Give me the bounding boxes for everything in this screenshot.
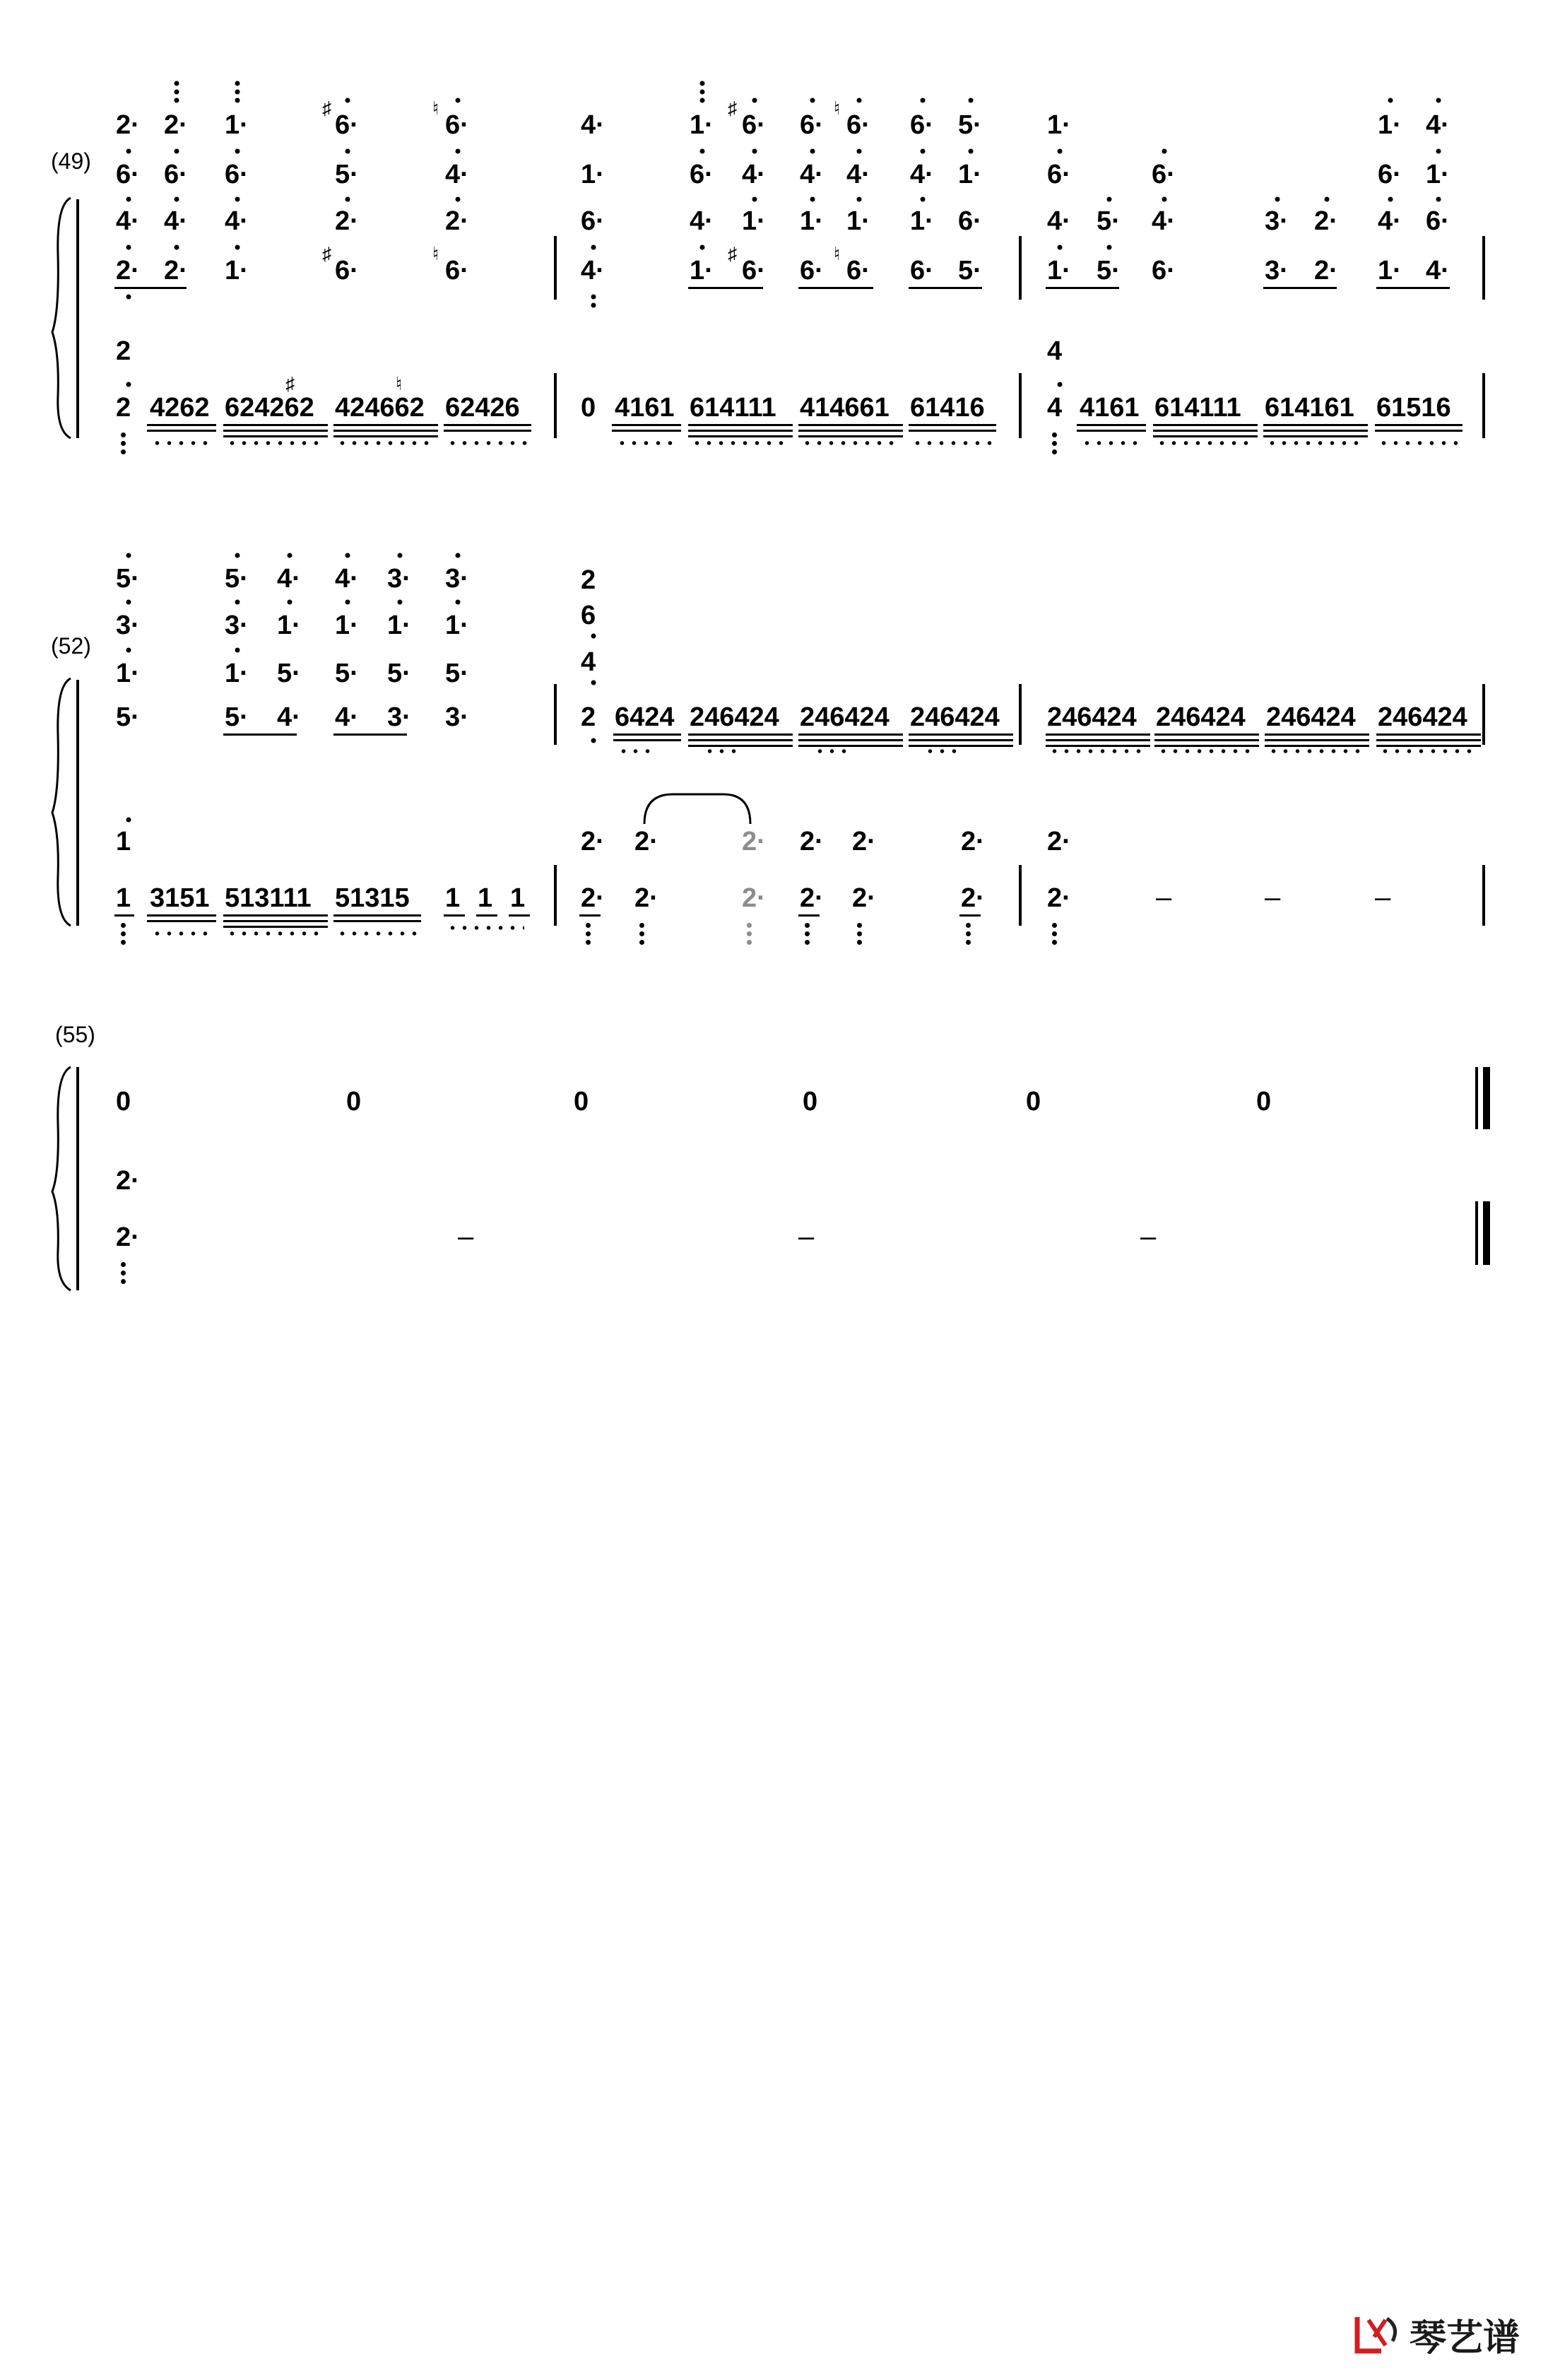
natural-icon: ♮ <box>432 243 439 264</box>
sharp-icon: ♯ <box>285 373 295 394</box>
note: 6· <box>445 110 469 140</box>
note: 5· <box>225 564 249 594</box>
note-group: 614111 <box>690 393 776 423</box>
note: 3· <box>387 702 411 732</box>
rest: 0 <box>574 1087 589 1117</box>
note-group: 2· <box>581 883 605 913</box>
rest: 0 <box>346 1087 362 1117</box>
chord-top: 4 <box>1047 336 1063 366</box>
note-group: 2· <box>742 883 766 913</box>
note: 4· <box>116 206 140 236</box>
chord-top: 1 <box>116 827 131 856</box>
note-group: 246424 <box>1047 702 1137 732</box>
note-group: 61516 <box>1376 393 1451 423</box>
note: 4· <box>742 160 766 189</box>
note: 1· <box>1047 256 1071 285</box>
note: 4· <box>335 564 359 594</box>
note: 4· <box>690 206 714 236</box>
note: 1· <box>1426 160 1450 189</box>
hold-dash: – <box>1375 882 1391 913</box>
brace <box>52 678 71 926</box>
note: 3· <box>116 611 140 640</box>
note: 6· <box>846 110 870 140</box>
chord-top: 2 <box>116 336 131 366</box>
note-group: 2· <box>634 883 658 913</box>
note: 2· <box>445 206 469 236</box>
note: 6· <box>1378 160 1402 189</box>
chord-top: 2· <box>961 827 985 856</box>
note: 1· <box>910 206 934 236</box>
measure-number: (55) <box>55 1022 95 1047</box>
note: 5· <box>958 256 982 285</box>
hold-dash: – <box>798 1221 815 1252</box>
note-group: 3151 <box>150 883 210 913</box>
note-group: 624262 <box>225 393 314 423</box>
note: 5· <box>116 702 140 732</box>
note: 3· <box>1265 206 1289 236</box>
note: 4· <box>1426 256 1450 285</box>
note-group: 614161 <box>1265 393 1354 423</box>
chord-top: 2· <box>852 827 876 856</box>
natural-icon: ♮ <box>834 243 841 264</box>
note-group: 2 <box>581 702 596 732</box>
note: 2· <box>164 110 188 140</box>
note: 4· <box>846 160 870 189</box>
note-group: 1 <box>510 883 526 913</box>
note: 1· <box>1378 256 1402 285</box>
note: 4· <box>164 206 188 236</box>
note: 6· <box>742 110 766 140</box>
note: 6· <box>581 206 605 236</box>
note: 1· <box>277 611 301 640</box>
note: 3· <box>445 564 469 594</box>
note-group: 4262 <box>150 393 210 423</box>
octave-dots-high <box>126 81 1441 387</box>
note: 2· <box>116 1223 140 1252</box>
rest: 0 <box>1026 1087 1041 1117</box>
note-group: 246424 <box>690 702 779 732</box>
note-group: 6424 <box>615 702 675 732</box>
note: 5· <box>445 659 469 688</box>
note-group: 4161 <box>615 393 675 423</box>
note: 1· <box>800 206 824 236</box>
note-group: 246424 <box>1156 702 1246 732</box>
note: 1· <box>445 611 469 640</box>
note: 5· <box>387 659 411 688</box>
note-group: 61416 <box>910 393 985 423</box>
note-group: 246424 <box>910 702 1000 732</box>
chord-note: 4 <box>581 647 596 677</box>
note: 6· <box>958 206 982 236</box>
tie <box>644 794 750 824</box>
chord-note: 2 <box>581 565 596 595</box>
note-group: 246424 <box>1378 702 1467 732</box>
rest: 0 <box>803 1087 818 1117</box>
measure-number: (52) <box>51 633 91 659</box>
brace <box>52 1067 71 1290</box>
note: 1· <box>1047 110 1071 140</box>
note-group: 2 <box>116 393 131 423</box>
note: 4· <box>277 702 301 732</box>
note: 6· <box>910 256 934 285</box>
note-group: 4161 <box>1080 393 1140 423</box>
rest: 0 <box>1256 1087 1272 1117</box>
chord-top: 2· <box>116 1166 140 1196</box>
note: 6· <box>800 110 824 140</box>
hold-dash: – <box>1156 882 1172 913</box>
note: 2· <box>116 110 140 140</box>
rest: 0 <box>116 1087 131 1117</box>
natural-icon: ♮ <box>396 373 403 394</box>
note: 6· <box>164 160 188 189</box>
note: 1· <box>116 659 140 688</box>
note: 1· <box>225 256 249 285</box>
hold-dash: – <box>1265 882 1281 913</box>
note-group: 2· <box>852 883 876 913</box>
note-group: 2· <box>800 883 824 913</box>
note-group: 424662 <box>335 393 425 423</box>
brace <box>52 198 71 438</box>
note: 6· <box>910 110 934 140</box>
note: 5· <box>116 564 140 594</box>
sharp-icon: ♯ <box>322 243 331 264</box>
note-group: 62426 <box>445 393 520 423</box>
note: 6· <box>335 256 359 285</box>
note-group: 2· <box>1047 883 1071 913</box>
sharp-icon: ♯ <box>728 98 737 119</box>
note: 6· <box>335 110 359 140</box>
chord-top: 2· <box>634 827 658 856</box>
note-group: 246424 <box>800 702 890 732</box>
note: 4· <box>581 110 605 140</box>
watermark <box>1353 2309 1520 2359</box>
chord-top: 2· <box>1047 827 1071 856</box>
octave-dots-high-2 <box>126 553 596 823</box>
note-group: 1 <box>116 883 131 913</box>
note: 2· <box>1314 256 1338 285</box>
note-group: 513111 <box>225 883 312 913</box>
note-group: 1 <box>445 883 461 913</box>
note: 2· <box>116 256 140 285</box>
note: 1· <box>387 611 411 640</box>
note: 1· <box>581 160 605 189</box>
note: 3· <box>387 564 411 594</box>
note: 3· <box>1265 256 1289 285</box>
chord-top: 2· <box>581 827 605 856</box>
note: 4· <box>581 256 605 285</box>
sharp-icon: ♯ <box>728 243 737 264</box>
note: 4· <box>800 160 824 189</box>
note-group: 51315 <box>335 883 410 913</box>
chord-top: 2· <box>800 827 824 856</box>
logo-icon <box>1353 2313 1402 2355</box>
note-group: 0 <box>581 393 596 423</box>
note: 4· <box>335 702 359 732</box>
sharp-icon: ♯ <box>322 98 331 119</box>
note: 6· <box>1152 160 1176 189</box>
hold-dash: – <box>1140 1221 1157 1252</box>
note: 1· <box>690 256 714 285</box>
note: 6· <box>1152 256 1176 285</box>
note-group: 4 <box>1047 393 1063 423</box>
note: 4· <box>445 160 469 189</box>
note: 4· <box>1152 206 1176 236</box>
note: 5· <box>225 702 249 732</box>
note: 6· <box>445 256 469 285</box>
note: 5· <box>277 659 301 688</box>
note: 3· <box>225 611 249 640</box>
note-group: 2· <box>961 883 985 913</box>
note: 5· <box>335 659 359 688</box>
natural-icon: ♮ <box>432 98 439 119</box>
note: 5· <box>335 160 359 189</box>
hold-dash: – <box>458 1221 474 1252</box>
note-group: 246424 <box>1266 702 1356 732</box>
note: 1· <box>225 659 249 688</box>
natural-icon: ♮ <box>834 98 841 119</box>
note: 1· <box>958 160 982 189</box>
note: 1· <box>690 110 714 140</box>
note: 6· <box>1047 160 1071 189</box>
note: 1· <box>1378 110 1402 140</box>
note: 1· <box>335 611 359 640</box>
note: 1· <box>846 206 870 236</box>
note: 2· <box>335 206 359 236</box>
note: 6· <box>225 160 249 189</box>
measure-number: (49) <box>51 148 91 174</box>
note: 6· <box>690 160 714 189</box>
note: 4· <box>225 206 249 236</box>
note-group: 614111 <box>1154 393 1241 423</box>
note: 5· <box>1097 256 1121 285</box>
note: 6· <box>1426 206 1450 236</box>
note-group: 1 <box>478 883 493 913</box>
note: 4· <box>1426 110 1450 140</box>
note: 1· <box>742 206 766 236</box>
note: 6· <box>742 256 766 285</box>
note: 1· <box>225 110 249 140</box>
note: 4· <box>1047 206 1071 236</box>
note: 2· <box>1314 206 1338 236</box>
note: 4· <box>277 564 301 594</box>
watermark-text: 琴艺谱 <box>1409 2316 1520 2360</box>
chord-top: 2· <box>742 827 766 856</box>
note: 5· <box>958 110 982 140</box>
note: 4· <box>1378 206 1402 236</box>
note: 6· <box>800 256 824 285</box>
chord-note: 6 <box>581 601 596 630</box>
note-group: 414661 <box>800 393 890 423</box>
note: 3· <box>445 702 469 732</box>
note: 6· <box>116 160 140 189</box>
note: 4· <box>910 160 934 189</box>
note: 5· <box>1097 206 1121 236</box>
note: 2· <box>164 256 188 285</box>
note: 6· <box>846 256 870 285</box>
